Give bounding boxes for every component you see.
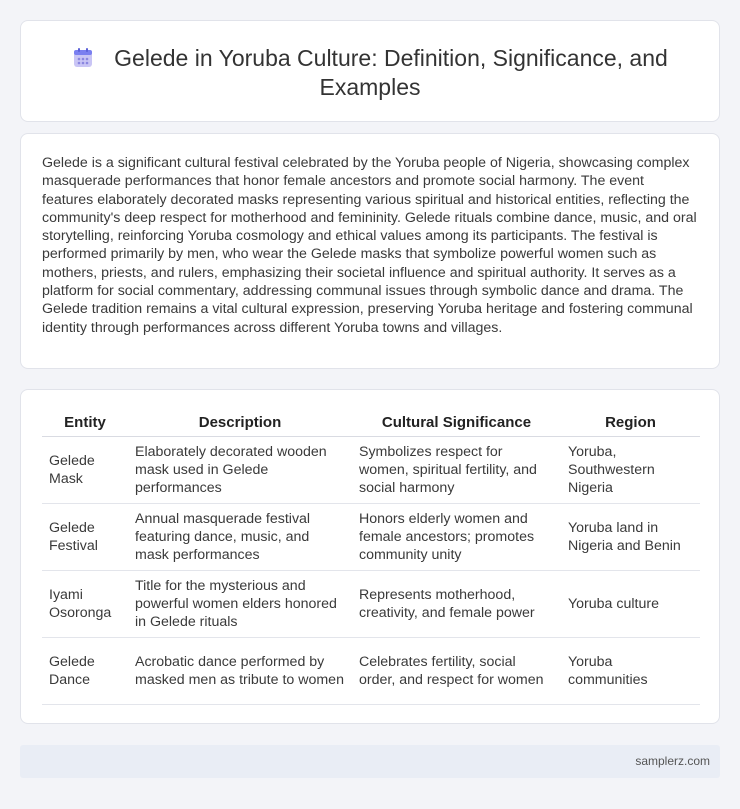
cell-description: Title for the mysterious and powerful women elders honored in Gelede rituals bbox=[128, 570, 352, 637]
footer-site-link[interactable]: samplerz.com bbox=[635, 754, 710, 768]
title-card bbox=[20, 20, 720, 122]
column-header-description: Description bbox=[128, 410, 352, 436]
cell-description: Elaborately decorated wooden mask used in Gelede performances bbox=[128, 436, 352, 503]
cell-region: Yoruba, Southwestern Nigeria bbox=[561, 436, 700, 503]
cell-region: Yoruba land in Nigeria and Benin bbox=[561, 503, 700, 570]
entity-table bbox=[42, 410, 700, 705]
calendar-icon bbox=[72, 47, 94, 69]
page-title-wrap bbox=[61, 44, 679, 102]
intro-card bbox=[20, 133, 720, 369]
table-header-row bbox=[42, 410, 700, 436]
table-row bbox=[42, 436, 700, 503]
table-row bbox=[42, 503, 700, 570]
column-header-region: Region bbox=[561, 410, 700, 436]
cell-region: Yoruba culture bbox=[561, 570, 700, 637]
cell-entity: Gelede Mask bbox=[42, 436, 128, 503]
page-title: Gelede in Yoruba Culture: Definition, Significance, and Examples bbox=[114, 45, 668, 100]
cell-significance: Symbolizes respect for women, spiritual fertility, and social harmony bbox=[352, 436, 561, 503]
cell-significance: Celebrates fertility, social order, and respect for women bbox=[352, 637, 561, 704]
cell-significance: Honors elderly women and female ancestors; promotes community unity bbox=[352, 503, 561, 570]
cell-entity: Gelede Dance bbox=[42, 637, 128, 704]
cell-region: Yoruba communities bbox=[561, 637, 700, 704]
table-card bbox=[20, 389, 720, 724]
cell-entity: Iyami Osoronga bbox=[42, 570, 128, 637]
cell-description: Acrobatic dance performed by masked men as tribute to women bbox=[128, 637, 352, 704]
intro-paragraph: Gelede is a significant cultural festival celebrated by the Yoruba people of Nigeria, showcasing complex masquerade performances that honor female ancestors and promote social harmony. The event features elaborately decorated masks representing various spiritual and historical entities, reflecting the community's deep respect for motherhood and femininity. Gelede rituals combine dance, music, and oral storytelling, reinforcing Yoruba cosmology and ethical values among its participants. The festival is performed primarily by men, who wear the Gelede masks that symbolize powerful women such as mothers, priests, and rulers, emphasizing their societal influence and spiritual authority. It serves as a platform for social commentary, addressing communal issues through symbolic dance and drama. The Gelede tradition remains a vital cultural expression, preserving Yoruba heritage and fostering communal identity through performances across different Yoruba towns and villages. bbox=[42, 155, 697, 336]
cell-entity: Gelede Festival bbox=[42, 503, 128, 570]
cell-significance: Represents motherhood, creativity, and female power bbox=[352, 570, 561, 637]
cell-description: Annual masquerade festival featuring dance, music, and mask performances bbox=[128, 503, 352, 570]
column-header-entity: Entity bbox=[42, 410, 128, 436]
column-header-significance: Cultural Significance bbox=[352, 410, 561, 436]
table-row bbox=[42, 570, 700, 637]
footer-bar bbox=[20, 745, 720, 778]
table-row bbox=[42, 637, 700, 704]
